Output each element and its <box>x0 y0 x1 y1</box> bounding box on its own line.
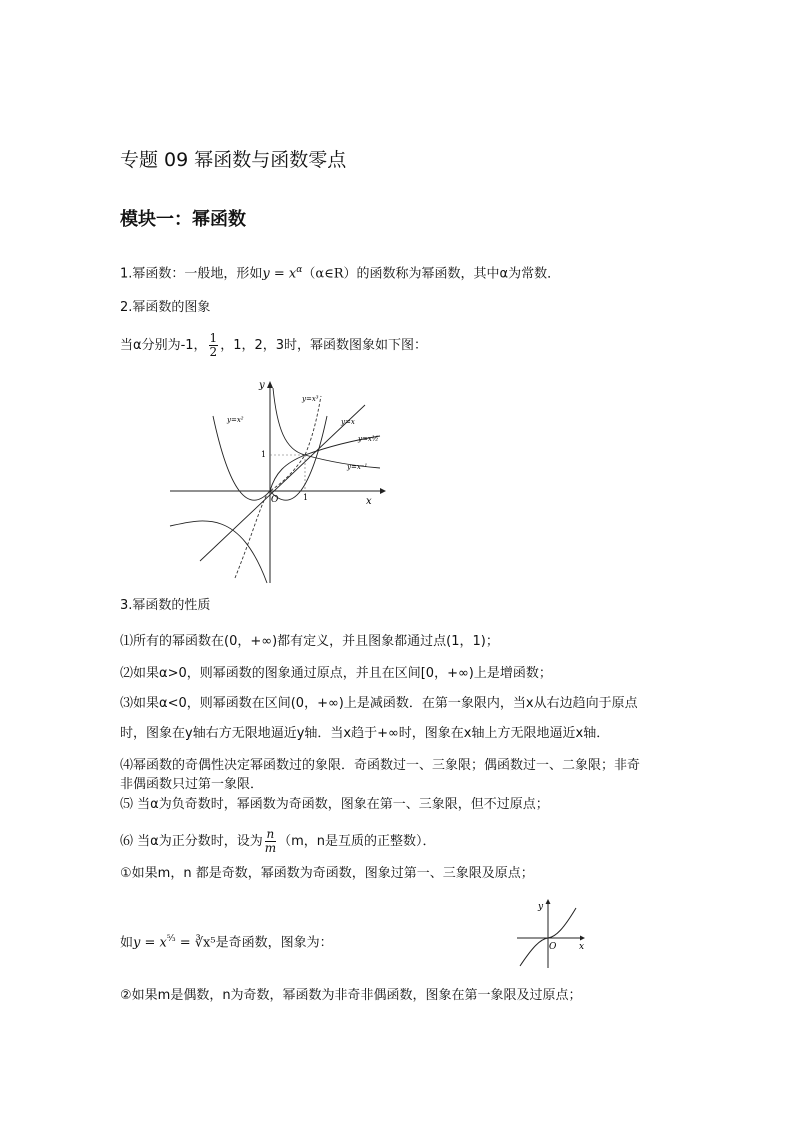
case-2: ②如果m是偶数，n为奇数，幂函数为非奇非偶函数，图象在第一象限及过原点； <box>120 988 582 1003</box>
property-6-suffix: （m，n是互质的正整数）． <box>278 834 436 849</box>
curve-x <box>200 405 368 561</box>
x-axis-label: x <box>366 496 372 507</box>
case-1: ①如果m，n 都是奇数，幂函数为奇函数，图象过第一、三象限及原点； <box>120 866 534 881</box>
example-prefix: 如 <box>120 935 134 951</box>
definition-suffix: 的函数称为幂函数，其中α为常数． <box>356 266 561 282</box>
label-x-squared: y=x² <box>227 416 244 424</box>
definition-paragraph <box>120 262 560 282</box>
curve-x-inverse-q1 <box>273 388 380 468</box>
mini-x-arrow-icon <box>580 936 585 941</box>
label-x-half: y=x½ <box>358 435 379 443</box>
property-4-line-1: ⑷幂函数的奇偶性决定幂函数过的象限．奇函数过一、三象限；偶函数过一、二象限；非奇 <box>120 758 641 773</box>
example-line <box>120 931 333 951</box>
cube-root-example-graph <box>512 898 592 970</box>
property-2: ⑵如果α>0，则幂函数的图象通过原点，并且在区间[0，+∞)上是增函数； <box>120 666 552 681</box>
definition-exponent: α <box>296 265 303 275</box>
definition-prefix: 1.幂函数：一般地，形如 <box>120 266 263 282</box>
mini-origin-label: O <box>549 942 557 952</box>
definition-condition: （α∈R） <box>302 266 357 282</box>
half-denominator: 2 <box>209 345 218 359</box>
n-over-m-fraction <box>265 828 276 855</box>
example-suffix: 是奇函数，图象为： <box>215 935 333 951</box>
module-title: 模块一：幂函数 <box>120 209 246 230</box>
example-radical: = ∛x⁵ <box>175 935 216 951</box>
x-tick-label: 1 <box>303 493 309 502</box>
power-function-graph <box>165 378 395 588</box>
alpha-line-prefix: 当α分别为-1， <box>120 338 207 353</box>
half-numerator: 1 <box>209 331 218 345</box>
page-title: 专题 09 幂函数与函数零点 <box>120 149 347 171</box>
property-6 <box>120 828 436 855</box>
property-4-line-2: 非偶函数只过第一象限． <box>120 777 264 792</box>
fraction-numerator: n <box>266 827 275 841</box>
y-axis-label: y <box>259 380 265 391</box>
definition-formula: y = x <box>262 266 297 282</box>
x-axis-arrow-icon <box>380 488 386 494</box>
label-x: y=x <box>341 418 355 426</box>
fraction-denominator: m <box>264 841 277 855</box>
property-3-line-1: ⑶如果α<0，则幂函数在区间(0，+∞)上是减函数．在第一象限内，当x从右边趋向于原点 <box>120 696 638 711</box>
origin-label: O <box>271 495 279 505</box>
example-formula: y = x <box>133 935 167 951</box>
section-3-heading: 3.幂函数的性质 <box>120 598 211 613</box>
example-exponent: ⁵⁄₃ <box>166 934 176 944</box>
half-fraction <box>209 332 219 359</box>
mini-y-label: y <box>538 902 544 912</box>
property-1: ⑴所有的幂函数在(0，+∞)都有定义，并且图象都通过点(1，1)； <box>120 634 499 649</box>
mini-x-label: x <box>579 942 585 952</box>
mini-y-arrow-icon <box>546 899 551 904</box>
property-5: ⑸ 当α为负奇数时，幂函数为奇函数，图象在第一、三象限，但不过原点； <box>120 797 549 812</box>
alpha-line-suffix: ，1，2，3时，幂函数图象如下图： <box>220 338 428 353</box>
property-3-line-2: 时，图象在y轴右方无限地逼近y轴．当x趋于+∞时，图象在x轴上方无限地逼近x轴． <box>120 726 610 741</box>
y-tick-label: 1 <box>261 450 267 459</box>
label-x-cubed: y=x³ <box>302 395 319 403</box>
property-6-prefix: ⑹ 当α为正分数时，设为 <box>120 834 263 849</box>
alpha-values-line <box>120 332 427 359</box>
section-2-heading: 2.幂函数的图象 <box>120 300 211 315</box>
label-x-inverse: y=x⁻¹ <box>347 463 368 471</box>
y-axis-arrow-icon <box>267 381 273 388</box>
